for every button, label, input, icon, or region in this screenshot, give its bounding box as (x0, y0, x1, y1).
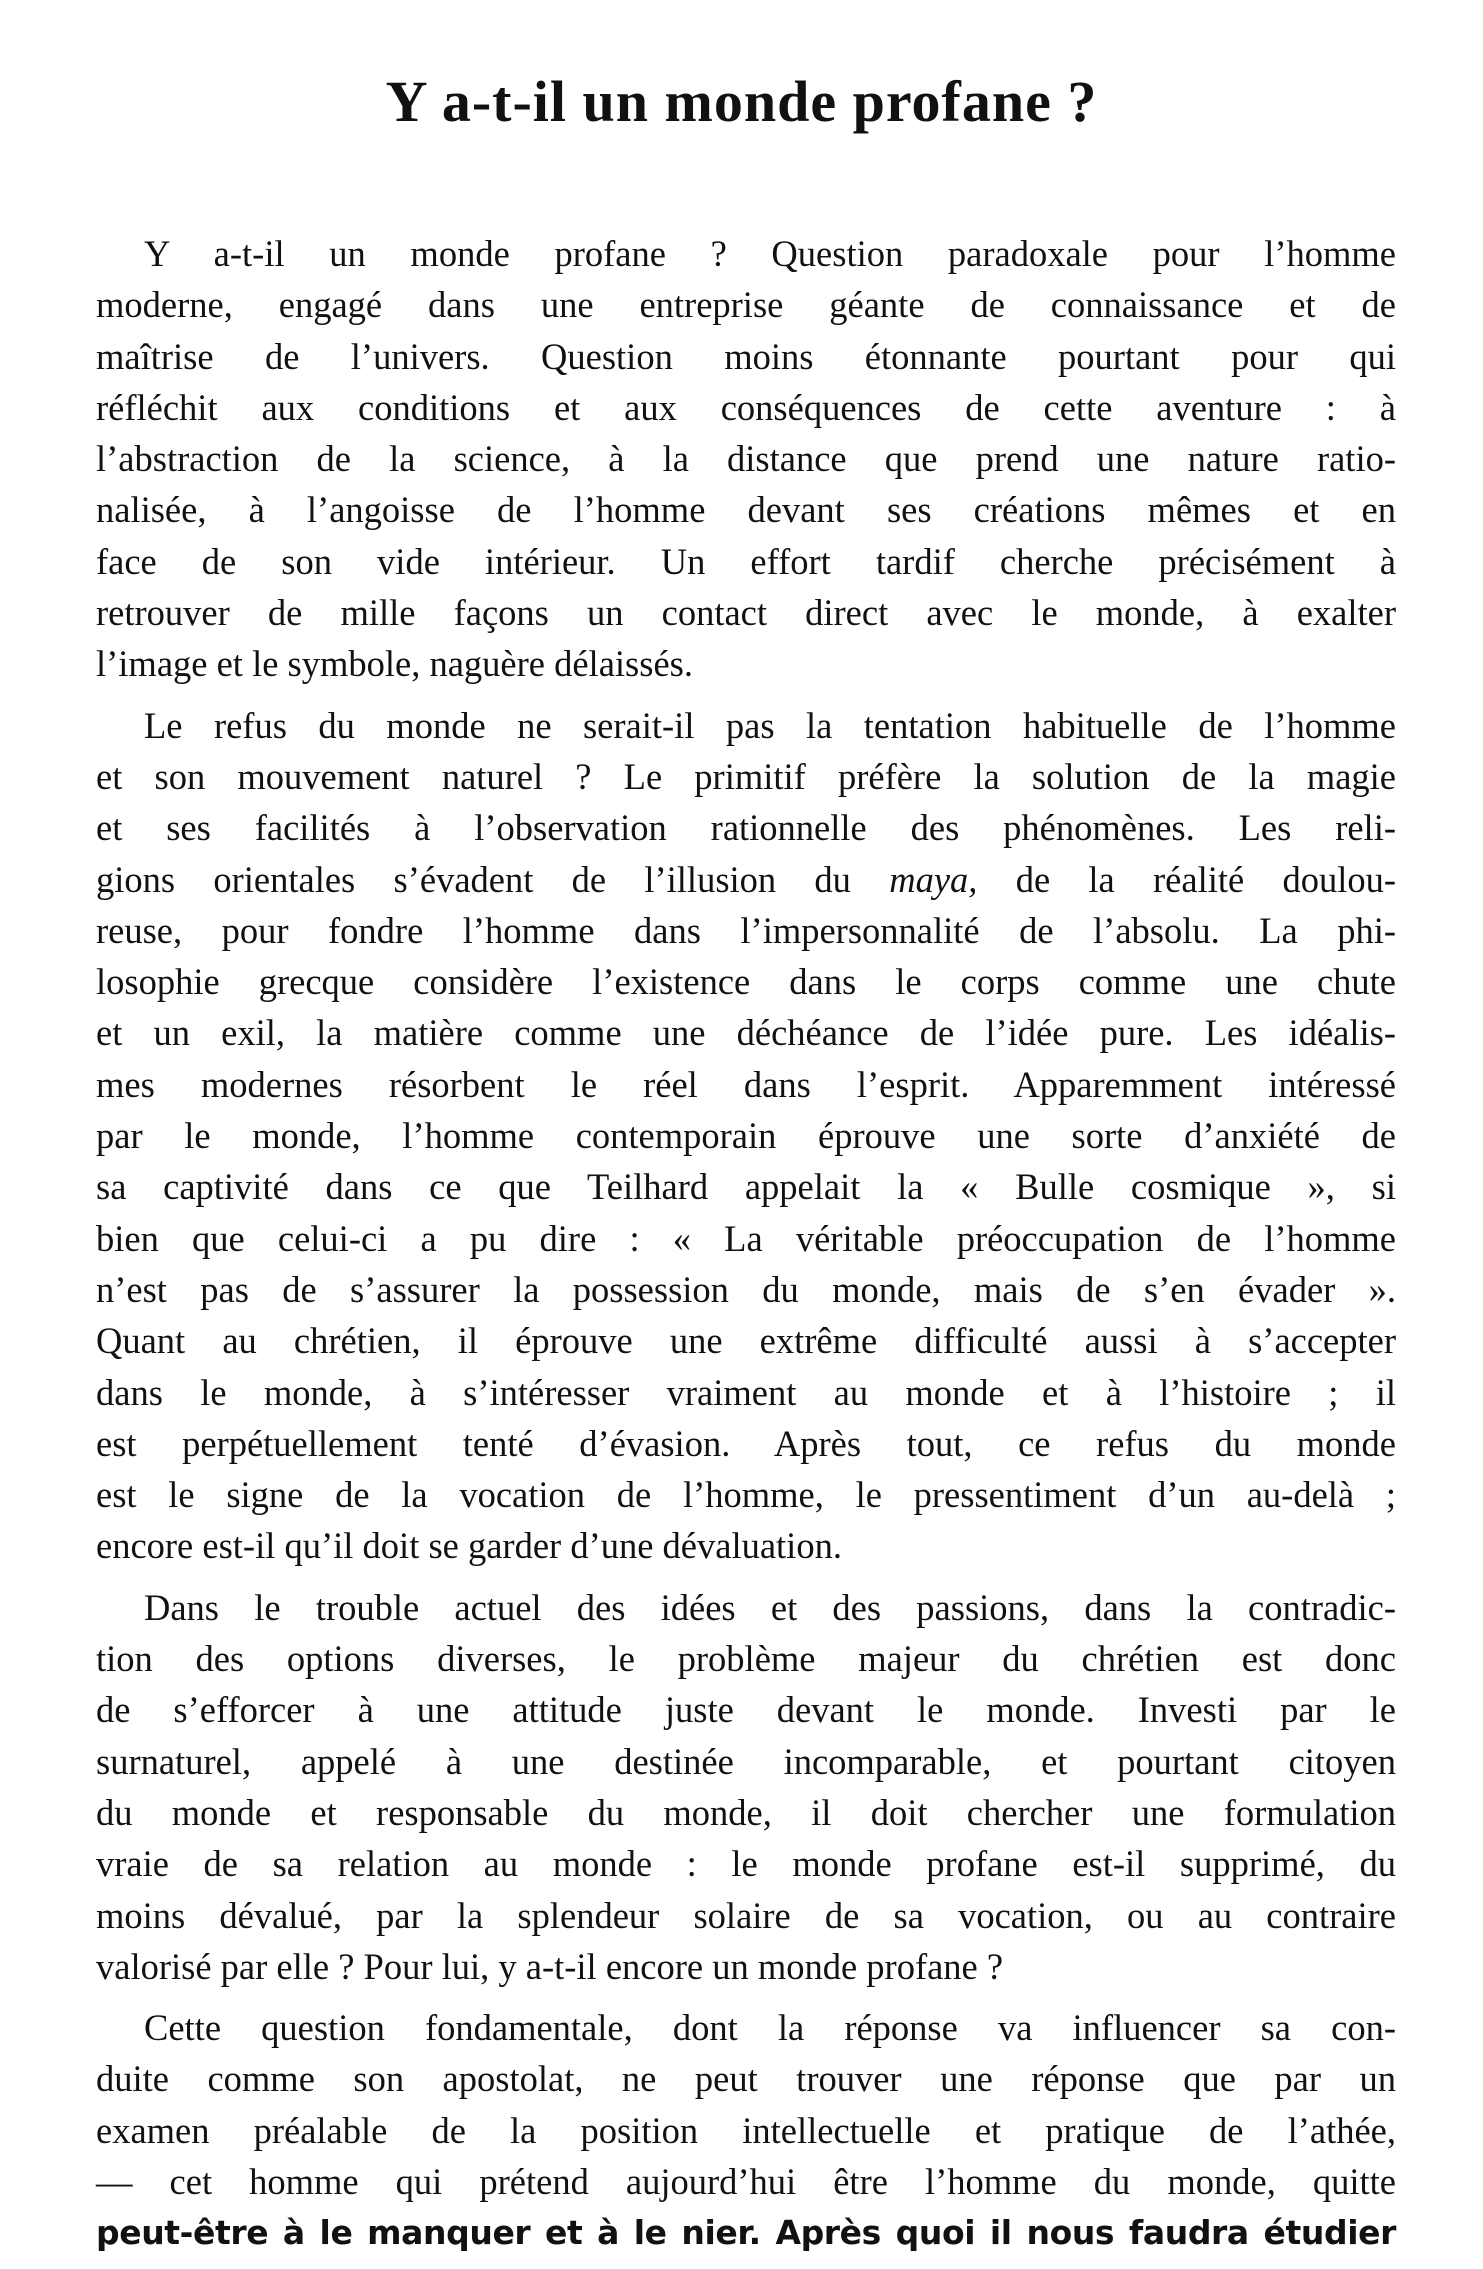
paragraph-1 (96, 228, 1396, 690)
text-line: Dans le trouble actuel des idées et des passions, dans la contradic- (144, 1586, 1396, 1628)
text-line: Cette question fondamentale, dont la réponse va influencer sa con- (144, 2007, 1396, 2049)
text-line: par le monde, l’homme contemporain éprouve une sorte d’anxiété de (96, 1115, 1396, 1157)
text-line: Y a-t-il un monde profane ? Question paradoxale pour l’homme (144, 233, 1396, 274)
text-line: face de son vide intérieur. Un effort tardif cherche précisément à (96, 540, 1396, 582)
text-line: est perpétuellement tenté d’évasion. Après tout, ce refus du monde (96, 1422, 1396, 1464)
text-line: valorisé par elle ? Pour lui, y a-t-il encore un monde profane ? (96, 1945, 1004, 1987)
text-line: est le signe de la vocation de l’homme, le pressentiment d’un au-delà ; (96, 1474, 1396, 1516)
text-line: et ses facilités à l’observation rationnelle des phénomènes. Les reli- (96, 807, 1396, 849)
text-line: n’est pas de s’assurer la possession du monde, mais de s’en évader ». (96, 1268, 1396, 1310)
text-line: dans le monde, à s’intéresser vraiment au monde et à l’histoire ; il (96, 1371, 1396, 1413)
text-line: encore est-il qu’il doit se garder d’une dévaluation. (96, 1525, 842, 1567)
text-line: sa captivité dans ce que Teilhard appelait la « Bulle cosmique », si (96, 1166, 1396, 1208)
paragraph-2 (96, 700, 1396, 1572)
text-line: réfléchit aux conditions et aux conséquences de cette aventure : à (96, 386, 1396, 428)
text-line: de s’efforcer à une attitude juste devant le monde. Investi par le (96, 1689, 1396, 1731)
text-fragment: gions orientales s’évadent de l’illusion du (96, 858, 851, 900)
text-line: et son mouvement naturel ? Le primitif préfère la solution de la magie (96, 755, 1396, 797)
text-line: tion des options diverses, le problème majeur du chrétien est donc (96, 1638, 1396, 1680)
text-line: Quant au chrétien, il éprouve une extrême difficulté aussi à s’accepter (96, 1320, 1396, 1362)
text-line-with-italic (96, 854, 1396, 905)
text-fragment: de la réalité doulou- (1015, 858, 1397, 900)
text-line: l’abstraction de la science, à la distance que prend une nature ratio- (96, 438, 1396, 480)
text-line: maîtrise de l’univers. Question moins étonnante pourtant pour qui (96, 335, 1396, 377)
body-text (96, 228, 1396, 2269)
text-line: moderne, engagé dans une entreprise géante de connaissance et de (96, 284, 1396, 326)
text-line-bold: peut-être à le manquer et à le nier. Après quoi il nous faudra étudier (96, 2213, 1396, 2253)
text-line: du monde et responsable du monde, il doit chercher une formulation (96, 1791, 1396, 1833)
text-line: nalisée, à l’angoisse de l’homme devant ses créations mêmes et en (96, 489, 1396, 531)
text-line: vraie de sa relation au monde : le monde profane est-il supprimé, du (96, 1843, 1396, 1885)
italic-term-maya: maya, (889, 858, 978, 900)
text-line: moins dévalué, par la splendeur solaire de sa vocation, ou au contraire (96, 1894, 1396, 1936)
paragraph-3 (96, 1582, 1396, 1992)
text-line: surnaturel, appelé à une destinée incomparable, et pourtant citoyen (96, 1740, 1396, 1782)
text-line: examen préalable de la position intellectuelle et pratique de l’athée, (96, 2109, 1396, 2151)
text-line: l’image et le symbole, naguère délaissés. (96, 643, 693, 685)
text-line: retrouver de mille façons un contact direct avec le monde, à exalter (96, 592, 1396, 634)
paragraph-4 (96, 2002, 1396, 2258)
text-line: reuse, pour fondre l’homme dans l’impersonnalité de l’absolu. La phi- (96, 909, 1396, 951)
text-line: duite comme son apostolat, ne peut trouver une réponse que par un (96, 2058, 1396, 2100)
text-line: mes modernes résorbent le réel dans l’esprit. Apparemment intéressé (96, 1063, 1396, 1105)
text-line: bien que celui-ci a pu dire : « La véritable préoccupation de l’homme (96, 1217, 1396, 1259)
text-line: et un exil, la matière comme une déchéance de l’idée pure. Les idéalis- (96, 1012, 1396, 1054)
text-line: Le refus du monde ne serait-il pas la tentation habituelle de l’homme (144, 704, 1396, 746)
text-line: losophie grecque considère l’existence dans le corps comme une chute (96, 961, 1396, 1003)
page-title: Y a-t-il un monde profane ? (385, 69, 1098, 134)
text-line: — cet homme qui prétend aujourd’hui être l’homme du monde, quitte (96, 2160, 1396, 2202)
